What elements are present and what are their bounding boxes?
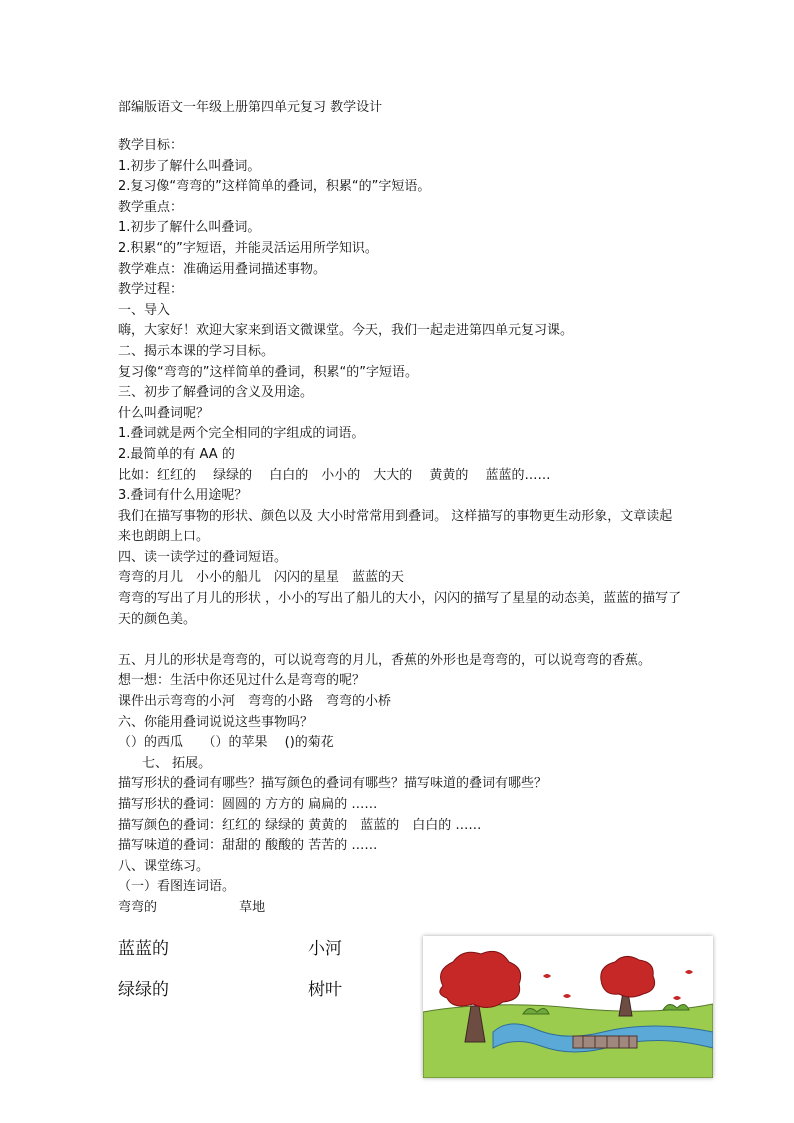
key-point-item: 1.初步了解什么叫叠词。 (118, 220, 261, 236)
matching-right-word: 小河 (308, 939, 342, 959)
section-heading-goals: 教学目标： (118, 138, 184, 153)
paragraph: 什么叫叠词呢？ (118, 405, 210, 421)
document-body (118, 136, 683, 919)
bridge (573, 1036, 637, 1048)
step-heading: 四、读一读学过的叠词短语。 (118, 549, 288, 565)
blank-line (118, 630, 683, 651)
step-heading: 二、揭示本课的学习目标。 (118, 343, 275, 359)
document-title: 部编版语文一年级上册第四单元复习 教学设计 (118, 100, 383, 115)
phrase-list: 弯弯的月儿 小小的船儿 闪闪的星星 蓝蓝的天 (118, 570, 405, 586)
step-heading: 七、 拓展。 (142, 755, 212, 771)
step-heading: 三、初步了解叠词的含义及用途。 (118, 385, 314, 401)
paragraph: 想一想：生活中你还见过什么是弯弯的呢？ (118, 673, 366, 689)
paragraph: 1.叠词就是两个完全相同的字组成的词语。 (118, 426, 365, 442)
paragraph: 描写形状的叠词有哪些？描写颜色的叠词有哪些？描写味道的叠词有哪些？ (118, 776, 548, 792)
paragraph: 描写形状的叠词：圆圆的 方方的 扁扁的 …… (118, 797, 378, 812)
matching-left-word: 绿绿的 (118, 980, 169, 1000)
key-point-item: 2.积累“的”字短语，并能灵活运用所学知识。 (118, 240, 378, 256)
paragraph: 描写味道的叠词：甜甜的 酸酸的 苦苦的 …… (118, 838, 378, 854)
matching-left-word: 蓝蓝的 (118, 939, 169, 959)
matching-right-word: 树叶 (308, 980, 342, 1000)
landscape-picture (423, 936, 713, 1078)
paragraph: 课件出示弯弯的小河 弯弯的小路 弯弯的小桥 (118, 694, 392, 710)
goal-item: 1.初步了解什么叫叠词。 (118, 158, 261, 174)
exercise-heading: （一）看图连词语。 (118, 879, 236, 895)
paragraph-wrapped: 弯弯的写出了月儿的形状 ，小小的写出了船儿的大小，闪闪的描写了星星的动态美，蓝蓝的描写了天的颜色美。 (118, 591, 682, 627)
paragraph: 描写颜色的叠词：红红的 绿绿的 黄黄的 蓝蓝的 白白的 …… (118, 817, 482, 833)
landscape-illustration (423, 936, 713, 1078)
section-heading-process: 教学过程： (118, 282, 184, 298)
step-heading: 八、课堂练习。 (118, 858, 210, 874)
paragraph-wrapped: 我们在描写事物的形状、颜色以及 大小时常常用到叠词。 这样描写的事物更生动形象，文章读起来也朗朗上口。 (118, 508, 673, 545)
matching-row: 弯弯的 草地 (118, 899, 266, 915)
goal-item: 2.复习像“弯弯的”这样简单的叠词，积累“的”字短语。 (118, 179, 431, 195)
step-heading: 一、导入 (118, 302, 171, 318)
paragraph: 3.叠词有什么用途呢？ (118, 488, 248, 504)
example-list: 比如：红红的 绿绿的 白白的 小小的 大大的 黄黄的 蓝蓝的…… (118, 467, 551, 483)
paragraph: 2.最简单的有 AA 的 (118, 446, 235, 462)
section-heading-key-points: 教学重点： (118, 199, 184, 215)
step-heading: 六、你能用叠词说说这些事物吗？ (118, 714, 314, 730)
difficulty-line: 教学难点：准确运用叠词描述事物。 (118, 261, 327, 277)
step-heading: 五、月儿的形状是弯弯的，可以说弯弯的月儿，香蕉的外形也是弯弯的，可以说弯弯的香蕉。 (118, 652, 652, 668)
paragraph: 复习像“弯弯的”这样简单的叠词，积累“的”字短语。 (118, 364, 418, 380)
fill-in-blanks: （）的西瓜 （）的苹果 ()的菊花 (118, 735, 334, 751)
paragraph: 嗨，大家好！欢迎大家来到语文微课堂。今天，我们一起走进第四单元复习课。 (118, 323, 574, 339)
